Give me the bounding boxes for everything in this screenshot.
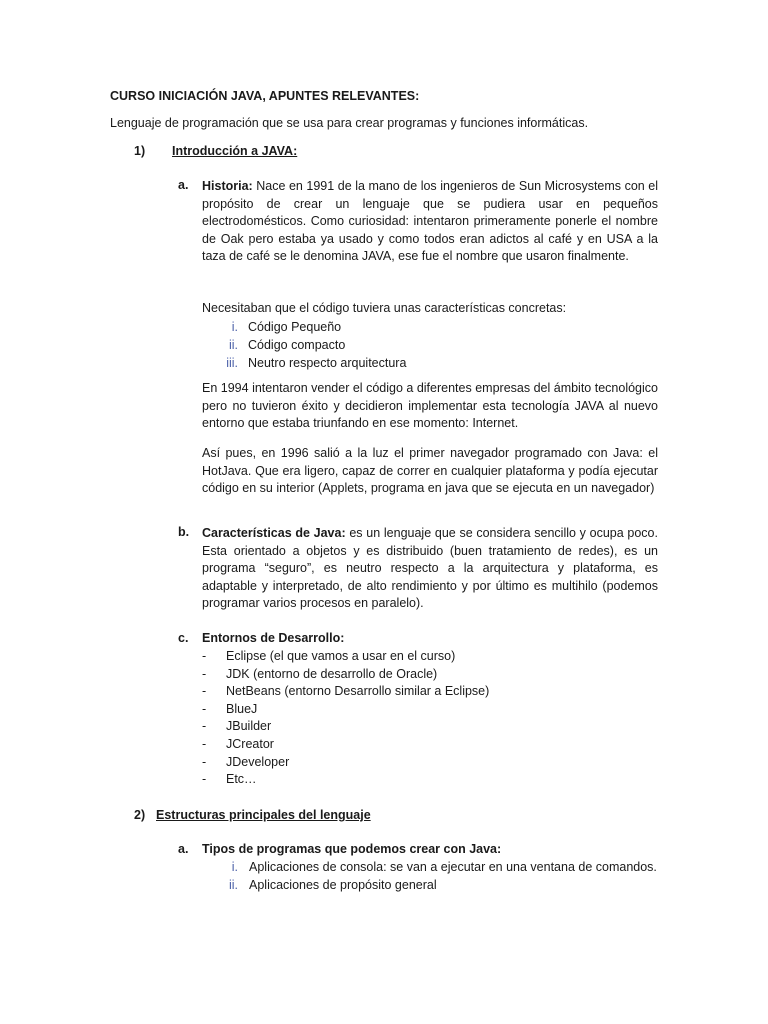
paragraph-1996: Así pues, en 1996 salió a la luz el primer navegador programado con Java: el HotJava. Que era ligero, capaz de correr en cualquier plataforma y podía ejecutar código en su interior (Applets, programa en java que se ejecuta en un navegador) [202,446,658,496]
list-item-text: Neutro respecto arquitectura [248,355,407,370]
list-item-text: Código Pequeño [248,320,342,334]
list-item [202,337,406,355]
list-item [202,877,658,895]
section-1-number: 1) [134,144,146,158]
dash-bullet: - [202,666,207,681]
item-1a-letter: a. [178,178,189,192]
roman-numeral: ii. [228,877,238,892]
section-1-heading [134,144,297,158]
roman-numeral: ii. [228,337,238,352]
list-item [202,754,489,772]
features-list [202,319,406,372]
ide-jdeveloper: JDeveloper [226,754,290,769]
ide-jbuilder: JBuilder [226,719,272,734]
list-item [202,736,489,754]
list-item-text: Aplicaciones de propósito general [249,877,437,892]
paragraph-1994: En 1994 intentaron vender el código a diferentes empresas del ámbito tecnológico pero no tuvieron éxito y decidieron implementar esta tecnología JAVA al nuevo entorno que estaba triunfando en ese momento: Internet. [202,381,658,431]
dash-bullet: - [202,701,207,716]
dash-bullet: - [202,754,207,769]
list-item [202,319,406,337]
ide-eclipse: Eclipse (el que vamos a usar en el curso) [226,649,456,663]
intro-text: Lenguaje de programación que se usa para crear programas y funciones informáticas. [110,116,589,130]
list-item [202,683,489,701]
ide-netbeans: NetBeans (entorno Desarrollo similar a Eclipse) [226,684,490,699]
item-2a-letter: a. [178,842,189,856]
historia-label: Historia: [202,179,253,193]
list-item [202,701,489,719]
list-item [202,355,406,373]
dash-bullet: - [202,649,207,663]
list-item [202,718,489,736]
list-item [202,648,489,666]
item-1c-letter: c. [178,631,189,645]
ide-jcreator: JCreator [226,736,274,751]
needs-text: Necesitaban que el código tuviera unas características concretas: [202,301,567,315]
section-2-heading [134,808,371,822]
roman-numeral: iii. [226,355,238,370]
dash-bullet: - [202,736,207,751]
program-types-list [202,859,658,894]
caracteristicas-text: es un lenguaje que se considera sencillo y ocupa poco. Esta orientado a objetos y es distribuido (buen tratamiento de redes), es un programa “seguro”, es neutro respecto a la arquitectura y plataforma, es adaptable y interpretado, de alto rendimiento y por último es multihilo (podemos programar varios procesos en paralelo). [202,526,658,611]
roman-numeral: i. [231,320,238,334]
ide-list [202,648,489,789]
caracteristicas-paragraph [202,525,658,613]
section-2-number: 2) [134,808,146,822]
ide-jdk: JDK (entorno de desarrollo de Oracle) [226,666,438,681]
section-1-title: Introducción a JAVA: [172,144,298,158]
dash-bullet: - [202,719,207,734]
section-2-title: Estructuras principales del lenguaje [156,808,371,822]
historia-paragraph [202,178,658,266]
dash-bullet: - [202,772,207,787]
ide-etc: Etc… [226,772,257,787]
caracteristicas-label: Características de Java: [202,526,346,540]
dash-bullet: - [202,684,207,699]
list-item-text: Aplicaciones de consola: se van a ejecutar en una ventana de comandos. [249,860,657,874]
historia-text: Nace en 1991 de la mano de los ingenieros de Sun Microsystems con el propósito de crear un lenguaje que se pudiera usar en pequeños electrodomésticos. Como curiosidad: intentaron primeramente ponerle el nombre de Oak pero estaba ya usado y como todos eran adictos al café y en USA a la taza de café se le denomina JAVA, ese fue el nombre que usaron finalmente. [202,179,658,264]
document-title: CURSO INICIACIÓN JAVA, APUNTES RELEVANTES: [110,89,420,103]
tipos-label: Tipos de programas que podemos crear con Java: [202,842,502,856]
list-item [202,859,658,877]
ide-bluej: BlueJ [226,701,258,716]
entornos-label: Entornos de Desarrollo: [202,631,345,645]
roman-numeral: i. [231,860,238,874]
list-item [202,666,489,684]
item-1b-letter: b. [178,525,190,539]
list-item [202,771,489,789]
list-item-text: Código compacto [248,337,346,352]
